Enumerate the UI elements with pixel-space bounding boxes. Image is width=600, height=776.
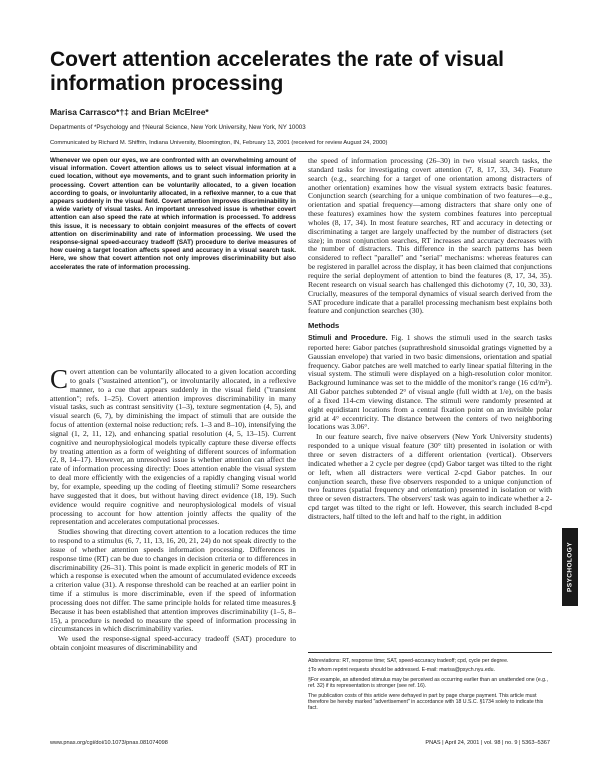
body-paragraph: In our feature search, five naive observers (New York University students) responded to a unique visual feature (30° tilt) presented in isolation or with three or seven distracters of a different orientation (vertical). Observers indicated whether a 2 cycle per degree (cpd) Gabor target was tilted to the right or left, when all distracters were vertical 2-cpd Gabor patches. In our conjunction search, these five observers responded to a unique conjunction of two features (spatial frequency and orientation) presented in isolation or with three or seven distracters. The observers' task was again to indicate whether a 2-cpd target was tilted to the right or left. However, this search included 8-cpd distracters, half tilted to the left and half to the right, in addition bbox=[308, 432, 552, 521]
footnote: Abbreviations: RT, response time; SAT, speed-accuracy tradeoff; cpd, cycle per degree. bbox=[308, 658, 509, 664]
abstract: Whenever we open our eyes, we are confronted with an overwhelming amount of visual information. Covert attention allows us to select visual information at a cued location, without eye movements, and to grant such information priority in processing. Covert attention can be voluntarily allocated, to a given location according to goals, or involuntarily allocated, in a reflexive manner, to a cue that appears suddenly in the visual field. Covert attention improves discriminability in a wide variety of visual tasks. An important unresolved issue is whether covert attention can also speed the rate at which information is processed. To address this issue, it is necessary to obtain conjoint measures of the effects of covert attention on discriminability and rate of information processing. We used the response-signal speed-accuracy tradeoff (SAT) procedure to derive measures of how cueing a target location affects speed and accuracy in a visual search task. Here, we show that covert attention not only improves discriminability but also accelerates the rate of information processing. bbox=[50, 157, 296, 271]
methods-heading: Methods bbox=[308, 321, 340, 331]
stimuli-heading: Stimuli and Procedure. bbox=[308, 335, 388, 343]
body-column-right bbox=[308, 157, 552, 649]
communicated-line: Communicated by Richard M. Shiffrin, Indiana University, Bloomington, IN, February 13, 2001 (received for review August 24, 2000) bbox=[50, 140, 388, 146]
footer-journal-info: PNAS | April 24, 2001 | vol. 98 | no. 9 | 5363–5367 bbox=[425, 740, 550, 746]
section-side-tab bbox=[562, 528, 578, 606]
affiliation-line: Departments of *Psychology and †Neural Science, New York University, New York, NY 10003 bbox=[50, 124, 306, 131]
footnote: The publication costs of this article were defrayed in part by page charge payment. This article must therefore be hereby marked "advertisement" in accordance with 18 U.S.C. §1734 solely to indicate this fact. bbox=[308, 692, 544, 712]
article-title: Covert attention accelerates the rate of visual information processing bbox=[50, 48, 504, 95]
footnote-divider bbox=[308, 652, 552, 653]
body-paragraph: Stimuli and Procedure. Fig. 1 shows the stimuli used in the search tasks reported here: Gabor patches (suprathreshold sinusoidal gratings vignetted by a Gaussian envelope) that varied in two basic dimensions, orientation and spatial frequency. Gabor patches are well matched to early linear spatial filtering in the visual system. The stimuli were displayed on a high-resolution color monitor. Background luminance was set to the middle of the monitor's range (16 cd/m²). All Gabor patches subtended 2° of visual angle (full width at 1/e), on the basis of a fixed 114-cm viewing distance. The stimuli were randomly presented at eight equidistant locations from a central fixation point on an invisible polar grid at 4° eccentricity. The distance between the centers of two neighboring locations was 3.06°. bbox=[308, 333, 552, 432]
header-divider bbox=[50, 151, 550, 152]
dropcap-letter: C bbox=[50, 368, 69, 394]
footnote: ‡To whom reprint requests should be addressed. E-mail: marisa@psych.nyu.edu. bbox=[308, 667, 495, 674]
author-line: Marisa Carrasco*†‡ and Brian McElree* bbox=[50, 107, 209, 117]
body-paragraph: Covert attention can be voluntarily allocated to a given location according to goals ("sustained attention"), or involuntarily allocated, in a reflexive manner, to a cue that appears suddenly in the visual field ("transient attention"; refs. 1–25). Covert attention improves discriminability in many visual tasks, such as contrast sensitivity (1–3), texture segmentation (4, 5), and visual search (6, 7), by diminishing the impact of stimuli that are outside the focus of attention (external noise reduction; refs. 1–3 and 8–10), intensifying the signal (1, 2, 11, 12), and enhancing spatial resolution (4, 5, 13–15). Current cognitive and neurophysiological models typically capture these diverse effects by treating attention as a form of weighting of different sources of information (2, 8, 14–17). However, an unresolved issue is whether attention can affect the rate of information processing directly: Does attention enable the visual system to deal more efficiently with the exigencies of a rapidly changing visual world by, for example, speeding up the coding of fleeting stimuli? Some researchers have suggested that it does, but without having direct evidence (18, 19). Such evidence would require cognitive and neurophysiological models of visual processing to account for how attention jointly affects the quality of the representation and accelerates computational processes. bbox=[50, 368, 296, 527]
footnotes bbox=[308, 658, 552, 715]
body-paragraph: the speed of information processing (26–30) in two visual search tasks, the standard tasks for investigating covert attention (7, 8, 17, 33, 34). Feature search (e.g., searching for a target of one orientation among distracters of another orientation) examines how the visual system extracts basic features. Conjunction search (searching for a unique combination of two features—e.g., orientation and spatial frequency—among distracters that share only one of these features) examines how the system combines features into perceptual wholes (8, 17, 34). In most feature searches, RT and accuracy in detecting or discriminating a target are largely unaffected by the number of distracters (set size); in most conjunction searches, RT increases and accuracy decreases with the number of distracters. This difference in the search patterns has been considered to reflect "parallel" and "serial" mechanisms: whereas features can be registered in parallel across the display, it has been claimed that conjunctions require the serial deployment of attention to bind the features (8, 17, 34, 35). Recent research on visual search has challenged this dichotomy (7, 10, 30, 33). Crucially, measures of the temporal dynamics of visual search derived from the SAT procedure indicate that a parallel processing mechanism best explains both feature and conjunction searches (30). bbox=[308, 157, 552, 316]
body-column-left bbox=[50, 368, 296, 733]
side-tab-label: PSYCHOLOGY bbox=[566, 542, 574, 592]
body-paragraph: Studies showing that directing covert attention to a location reduces the time to respond to a stimulus (6, 7, 11, 13, 16, 20, 21, 24) do not speak directly to the issue of whether attention speeds information processing. Differences in response time (RT) can be due to changes in decision criteria or to differences in discriminability (26–31). This point is made explicit in generic models of RT in which a response is executed when the amount of accumulated evidence exceeds a criterion value (31). A response threshold can be reached at an earlier point in time if a stimulus is more discriminable, even if the speed of information processing does not differ. The same principle holds for related time measures.§ Because it has been established that attention improves discriminability (1–5, 8–15), a procedure is needed to measure the speed of information processing in circumstances in which discriminability varies. bbox=[50, 527, 296, 634]
body-paragraph: We used the response-signal speed-accuracy tradeoff (SAT) procedure to obtain conjoint measures of discriminability and bbox=[50, 634, 296, 653]
footnote: §For example, an attended stimulus may be perceived as occurring earlier than an unattended one (e.g., ref. 32) if its representation is stronger (see ref. 16). bbox=[308, 676, 548, 690]
footer-doi-link[interactable]: www.pnas.org/cgi/doi/10.1073/pnas.081074098 bbox=[50, 740, 168, 746]
